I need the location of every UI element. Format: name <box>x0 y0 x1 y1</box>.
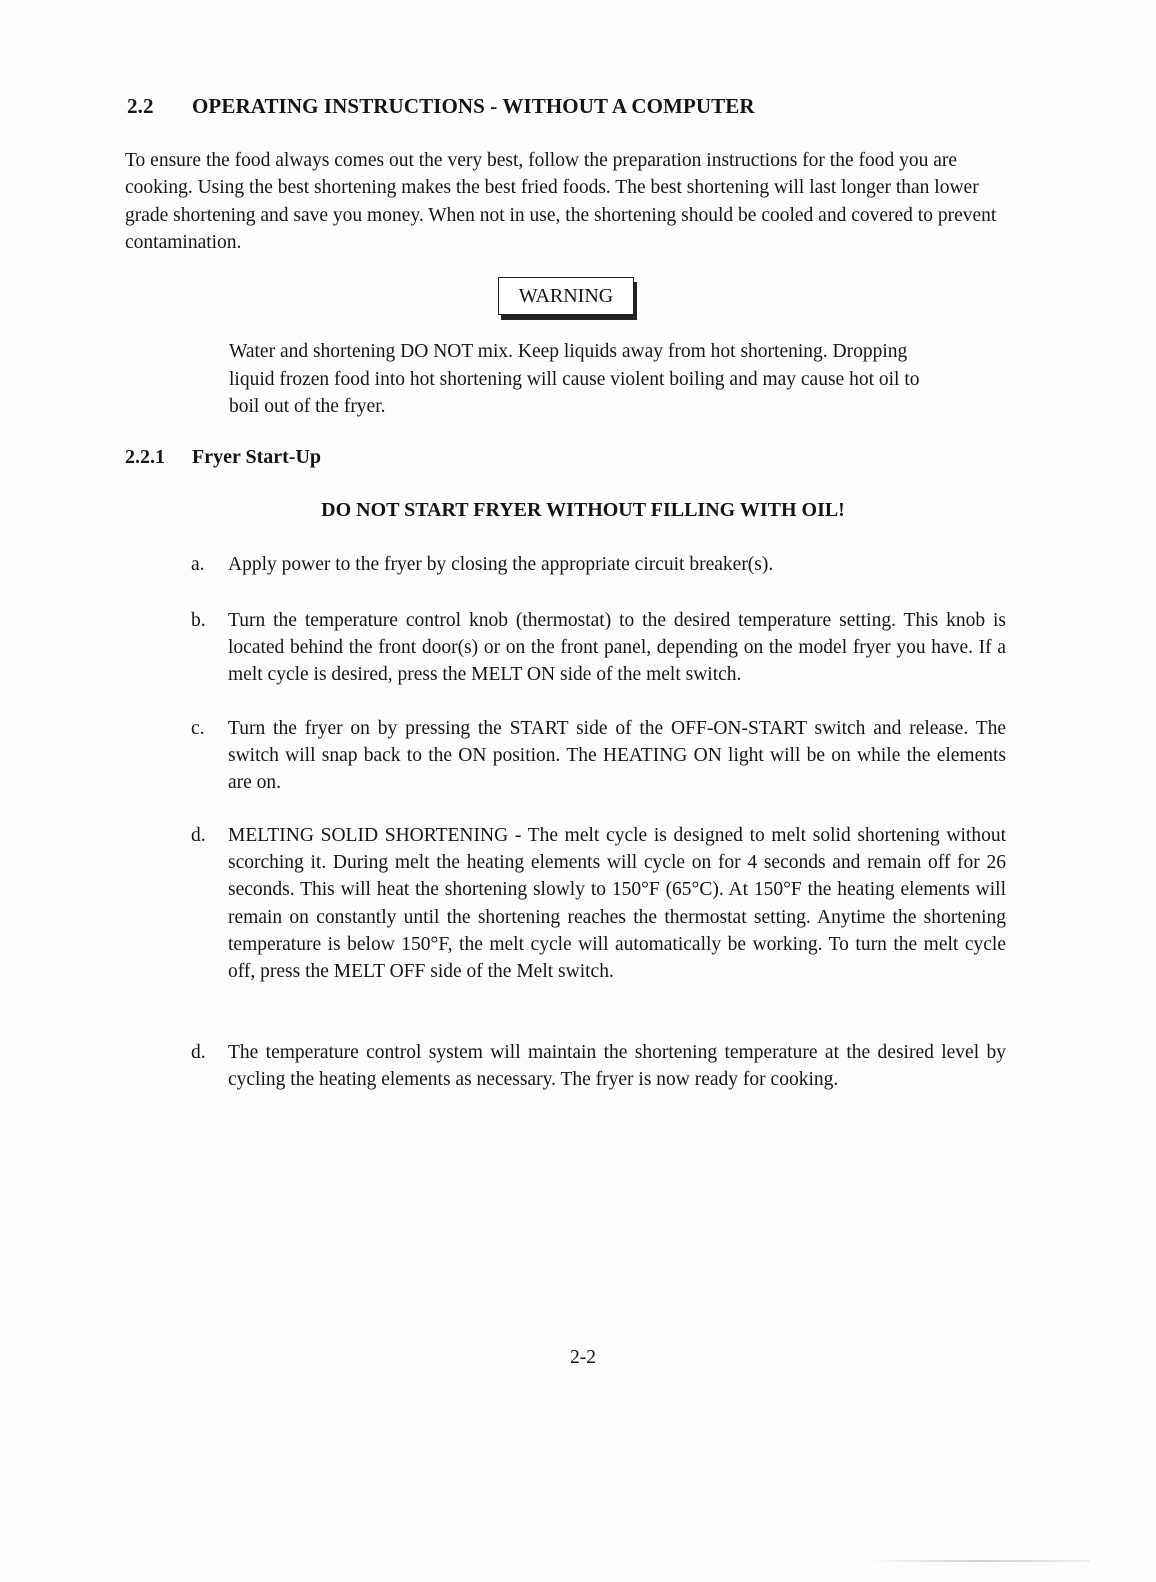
list-item <box>191 1039 1006 1093</box>
list-item <box>191 607 1006 689</box>
subsection-heading <box>125 446 321 469</box>
warning-text: Water and shortening DO NOT mix. Keep liquids away from hot shortening. Dropping liquid frozen food into hot shortening will cause violent boiling and may cause hot oil to boil out of the fryer. <box>229 341 920 417</box>
section-title: OPERATING INSTRUCTIONS - WITHOUT A COMPUTER <box>192 94 755 118</box>
list-marker: c. <box>191 718 205 739</box>
list-item-text: Turn the fryer on by pressing the START side of the OFF-ON-START switch and release. The switch will snap back to the ON position. The HEATING ON light will be on while the elements are on. <box>228 718 1006 794</box>
subsection-number: 2.2.1 <box>125 446 165 468</box>
oil-caution-heading: DO NOT START FRYER WITHOUT FILLING WITH OIL! <box>321 499 845 521</box>
list-item <box>191 822 1006 985</box>
list-item-text: MELTING SOLID SHORTENING - The melt cycle is designed to melt solid shortening without scorching it. During melt the heating elements will cycle on for 4 seconds and remain off for 26 seconds. This will heat the shortening slowly to 150°F (65°C). At 150°F the heating elements will remain on constantly until the shortening reaches the thermostat setting. Anytime the shortening temperature is below 150°F, the melt cycle will automatically be working. To turn the melt cycle off, press the MELT OFF side of the Melt switch. <box>228 825 1006 983</box>
list-item-text: Turn the temperature control knob (thermostat) to the desired temperature setting. This knob is located behind the front door(s) or on the front panel, depending on the model fryer you have. If a melt cycle is desired, press the MELT ON side of the melt switch. <box>228 610 1006 686</box>
section-heading <box>127 94 755 119</box>
intro-paragraph: To ensure the food always comes out the very best, follow the preparation instructions for the food you are cooking. Using the best shortening makes the best fried foods. The best shortening will last longer than lower grade shortening and save you money. When not in use, the shortening should be cooled and covered to prevent contamination. <box>125 150 997 253</box>
list-marker: d. <box>191 825 206 846</box>
subsection-title: Fryer Start-Up <box>192 446 322 468</box>
list-marker: b. <box>191 610 206 631</box>
list-item-text: Apply power to the fryer by closing the appropriate circuit breaker(s). <box>228 554 774 575</box>
warning-label: WARNING <box>518 284 614 307</box>
scan-artifact <box>870 1560 1090 1562</box>
page-number: 2-2 <box>570 1347 596 1368</box>
list-marker: d. <box>191 1042 206 1063</box>
list-marker: a. <box>191 554 205 575</box>
warning-label-box <box>498 277 634 315</box>
list-item-text: The temperature control system will maintain the shortening temperature at the desired level by cycling the heating elements as necessary. The fryer is now ready for cooking. <box>228 1042 1006 1091</box>
list-item <box>191 715 1006 797</box>
section-number: 2.2 <box>127 94 154 118</box>
list-item <box>191 551 1006 578</box>
